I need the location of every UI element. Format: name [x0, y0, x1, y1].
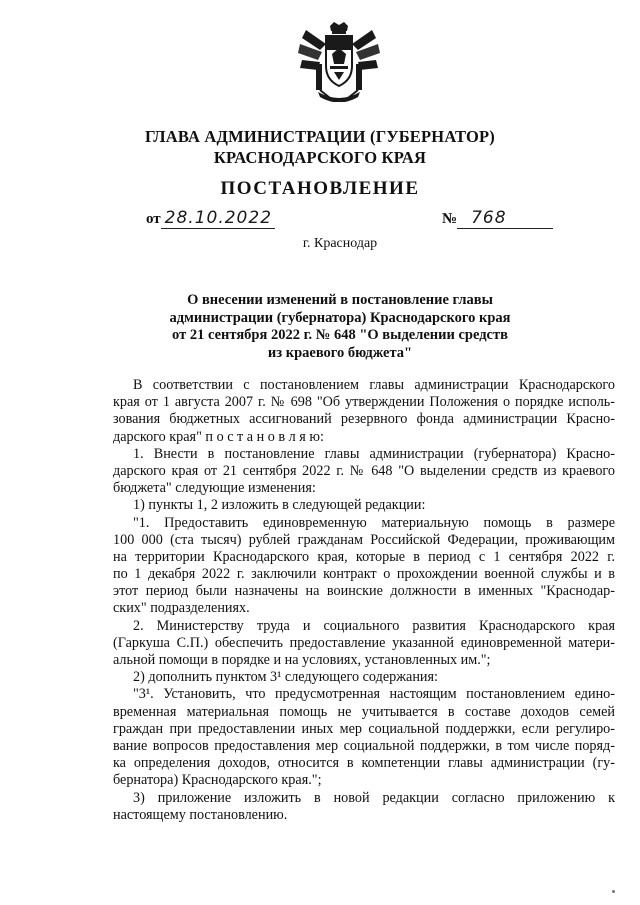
body-line: дарского края от 21 сентября 2022 г. № 648 "О выделении средств из краевого	[113, 462, 615, 479]
body-line: 100 000 (ста тысяч) рублей гражданам Российской Федерации, проживающим	[113, 531, 615, 548]
body-line: 2) дополнить пунктом 3¹ следующего содержания:	[133, 669, 438, 686]
body-line: бюджета" следующие изменения:	[113, 480, 316, 497]
body-line: граждан при предоставлении иных мер социальной поддержки, если регулиро-	[113, 720, 615, 737]
number-handwritten-value: 768	[457, 208, 553, 229]
document-date	[146, 208, 275, 230]
title-line: из краевого бюджета"	[267, 344, 413, 361]
scan-speck	[612, 890, 615, 893]
coat-of-arms-emblem	[296, 20, 382, 102]
body-line: "3¹. Установить, что предусмотренная настоящим постановлением едино-	[133, 686, 615, 703]
date-handwritten-value: 28.10.2022	[161, 208, 275, 229]
body-line: бернатора) Краснодарского края.";	[113, 772, 322, 789]
document-type-heading: ПОСТАНОВЛЕНИЕ	[220, 178, 420, 199]
body-line: В соответствии с постановлением главы администрации Краснодарского	[133, 377, 615, 393]
body-line: зования бюджетных ассигнований резервного фонда администрации Красно-	[113, 411, 615, 428]
body-line: (Гаркуша С.П.) обеспечить предоставление указанной единовременной матери-	[113, 634, 615, 651]
date-prefix: от	[146, 211, 161, 227]
body-line: 1) пункты 1, 2 изложить в следующей редакции:	[133, 497, 426, 514]
body-line: этот период были назначены на воинские должности в именных "Краснодар-	[113, 583, 615, 600]
body-line: 1. Внести в постановление главы администрации (губернатора) Красно-	[133, 445, 615, 462]
body-line: ских" подразделениях.	[113, 600, 250, 617]
body-line: по 1 декабря 2022 г. заключили контракт о прохождении военной службы и в	[113, 566, 615, 583]
body-line: 3) приложение изложить в новой редакции согласно приложению к	[133, 789, 615, 806]
title-line: О внесении изменений в постановление главы	[187, 292, 493, 308]
body-line: ка определения доходов, относится в компетенции главы администрации (гу-	[113, 755, 615, 772]
body-line: альной помощи в порядке и на условиях, установленных им.";	[113, 652, 491, 668]
body-line: на территории Краснодарского края, которые в период с 1 сентября 2022 г.	[113, 548, 615, 565]
title-line: от 21 сентября 2022 г. № 648 "О выделении средств	[172, 327, 508, 343]
title-line: администрации (губернатора) Краснодарского края	[169, 309, 511, 326]
body-line: дарского края" п о с т а н о в л я ю:	[113, 428, 324, 445]
document-body	[113, 377, 615, 824]
body-line: края от 1 августа 2007 г. № 698 "Об утверждении Положения о порядке исполь-	[113, 394, 615, 411]
body-line: временная материальная помощь не учитывается в составе доходов семей	[113, 703, 615, 720]
body-line: вание вопросов предоставления мер социальной поддержки, в том числе поряд-	[113, 737, 615, 754]
body-line: "1. Предоставить единовременную материальную помощь в размере	[133, 514, 615, 531]
document-title	[150, 292, 530, 362]
body-line: 2. Министерству труда и социального развития Краснодарского края	[133, 617, 615, 634]
authority-line-1: ГЛАВА АДМИНИСТРАЦИИ (ГУБЕРНАТОР)	[145, 127, 495, 146]
body-line: настоящему постановлению.	[113, 806, 288, 823]
authority-line-2: КРАСНОДАРСКОГО КРАЯ	[213, 148, 427, 167]
document-number	[442, 208, 553, 230]
city-line: г. Краснодар	[302, 236, 378, 251]
number-prefix: №	[442, 211, 458, 227]
